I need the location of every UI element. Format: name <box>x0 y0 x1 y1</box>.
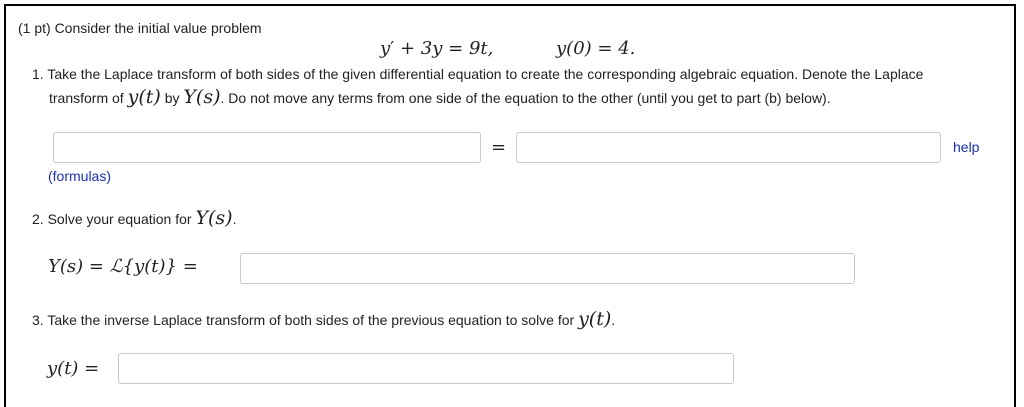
part2-instruction: Solve your equation for <box>47 211 192 227</box>
part1-text-line2 <box>49 88 831 107</box>
part1-instruction: Take the Laplace transform of both sides of the given differential equation to create the corresponding algebraic equation. Denote the Laplace <box>47 66 924 82</box>
part2-text <box>32 209 236 228</box>
Ys-answer-label: Y(s) = ℒ{y(t)} = <box>48 256 198 277</box>
part3-text <box>32 310 615 329</box>
initial-condition: y(0) = 4. <box>556 38 636 59</box>
Ys-symbol: Y(s) <box>195 207 233 229</box>
part1-text-a: transform of <box>49 90 124 106</box>
part1-number: 1. <box>32 66 44 82</box>
part1-text-line1 <box>32 65 923 83</box>
help-link[interactable]: help <box>953 139 980 155</box>
part1-text-c: . Do not move any terms from one side of the equation to the other (until you get to part (b) below). <box>220 90 831 106</box>
problem-header: (1 pt) Consider the initial value problem <box>18 20 262 36</box>
part3-instruction: Take the inverse Laplace transform of both sides of the previous equation to solve for <box>47 312 575 328</box>
part2-number: 2. <box>32 211 44 227</box>
ode-equation: y′ + 3y = 9t, <box>380 38 494 59</box>
part2-period: . <box>232 211 237 227</box>
yt-symbol: y(t) <box>127 86 161 108</box>
part3-number: 3. <box>32 312 44 328</box>
formulas-link[interactable]: (formulas) <box>48 168 112 184</box>
yt-symbol: y(t) <box>578 308 612 330</box>
Ys-symbol: Y(s) <box>183 86 221 108</box>
part1-text-b: by <box>164 90 180 106</box>
laplace-rhs-input[interactable] <box>516 132 941 163</box>
equals-sign: = <box>491 137 507 158</box>
yt-answer-input[interactable] <box>118 353 734 384</box>
yt-answer-label: y(t) = <box>47 358 100 379</box>
laplace-lhs-input[interactable] <box>53 132 481 163</box>
part3-period: . <box>611 312 616 328</box>
Ys-answer-input[interactable] <box>240 253 855 284</box>
